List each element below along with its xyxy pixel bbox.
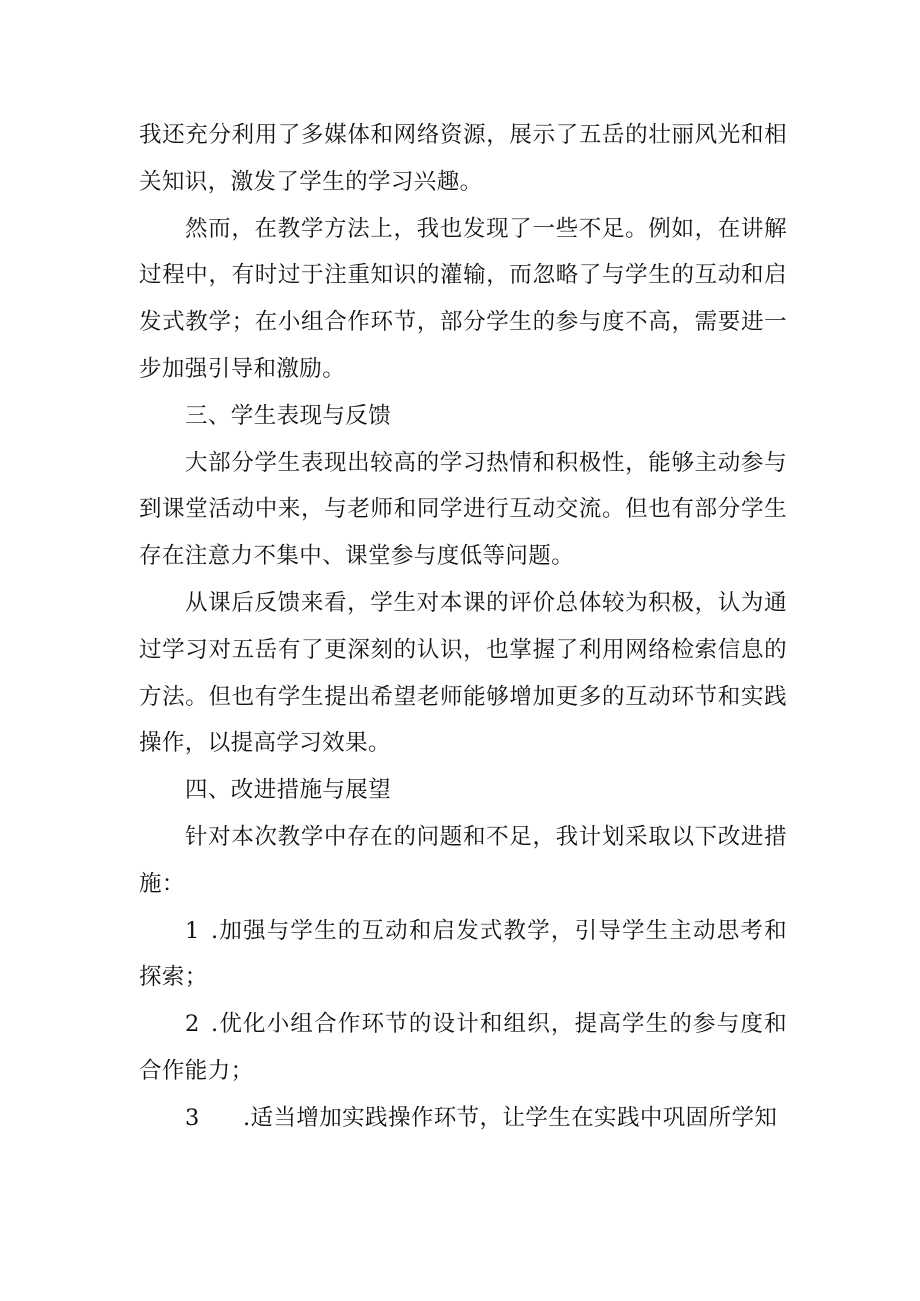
list-item-number: 2 bbox=[185, 1011, 200, 1038]
paragraph-shortcomings: 然而，在教学方法上，我也发现了一些不足。例如，在讲解过程中，有时过于注重知识的灌输，而忽略了与学生的互动和启发式教学；在小组合作环节，部分学生的参与度不高，需要进一步加强引导和激励。 bbox=[139, 215, 787, 382]
list-item-number: 1 bbox=[185, 917, 200, 944]
list-item-text: .加强与学生的互动和启发式教学，引导学生主动思考和探索； bbox=[139, 917, 787, 991]
list-item-number: 3 bbox=[185, 1104, 200, 1131]
list-item-text: .优化小组合作环节的设计和组织，提高学生的参与度和合作能力； bbox=[139, 1011, 787, 1084]
list-item bbox=[139, 1095, 787, 1142]
list-item bbox=[139, 908, 787, 1002]
document-body bbox=[139, 112, 787, 1142]
section-heading-student-performance: 三、学生表现与反馈 bbox=[185, 402, 392, 429]
list-item-text: .适当增加实践操作环节，让学生在实践中巩固所学知 bbox=[243, 1104, 778, 1131]
paragraph-multimedia: 我还充分利用了多媒体和网络资源，展示了五岳的壮丽风光和相关知识，激发了学生的学习兴趣。 bbox=[139, 122, 787, 195]
paragraph-feedback: 从课后反馈来看，学生对本课的评价总体较为积极，认为通过学习对五岳有了更深刻的认识，也掌握了利用网络检索信息的方法。但也有学生提出希望老师能够增加更多的互动环节和实践操作，以提高学习效果。 bbox=[139, 589, 787, 757]
list-item bbox=[139, 1001, 787, 1095]
section-heading-improvement: 四、改进措施与展望 bbox=[185, 777, 392, 804]
paragraph-student-performance: 大部分学生表现出较高的学习热情和积极性，能够主动参与到课堂活动中来，与老师和同学进行互动交流。但也有部分学生存在注意力不集中、课堂参与度低等问题。 bbox=[139, 449, 787, 570]
paragraph-improvement-intro: 针对本次教学中存在的问题和不足，我计划采取以下改进措施： bbox=[139, 823, 787, 897]
